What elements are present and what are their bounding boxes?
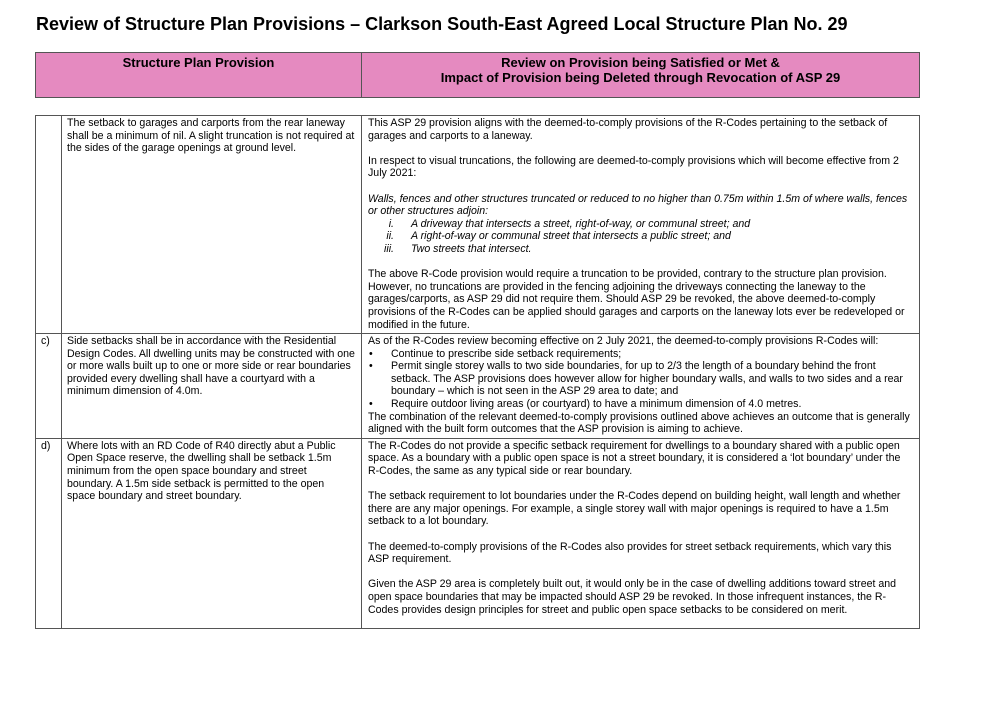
bullet-icon: • bbox=[369, 347, 373, 360]
review-paragraph: Given the ASP 29 area is completely built out, it would only be in the case of dwelling additions toward street and open space boundaries that may be impacted should ASP 29 be revoked. In those infrequent instances, the R-Codes provides design principles for street and public open space setbacks to be considered on merit. bbox=[368, 578, 897, 616]
header-col-provision: Structure Plan Provision bbox=[36, 53, 362, 97]
table-row bbox=[36, 334, 920, 439]
provision-text: Side setbacks shall be in accordance with the Residential Design Codes. All dwelling units may be constructed with one or more walls built up to one or more side or rear boundaries provided every dwelling shall have a courtyard with a minimum dimension of 4.0m. bbox=[62, 334, 362, 439]
header-review-line2: Impact of Provision being Deleted through Revocation of ASP 29 bbox=[440, 70, 841, 85]
review-paragraph: The setback requirement to lot boundaries under the R-Codes depend on building height, wall length and whether there are any major openings. For example, a single storey wall with major openings is required to have a 1.5m setback to a lot boundary. bbox=[368, 490, 901, 528]
review-paragraph: The R-Codes do not provide a specific setback requirement for dwellings to a boundary shared with a public open space. As a boundary with a public open space is not a street boundary, it is considered a ‘lot boundary’ under the R-Codes, the same as any typical side or rear boundary. bbox=[368, 439, 901, 478]
header-review-line1: Review on Provision being Satisfied or Met & bbox=[501, 55, 780, 70]
list-item: • Continue to prescribe side setback requirements; bbox=[369, 347, 622, 360]
list-item: • Require outdoor living areas (or courtyard) to have a minimum dimension of 4.0 metres. bbox=[369, 398, 802, 411]
header-col-review bbox=[362, 53, 919, 97]
bullet-list bbox=[368, 348, 914, 411]
page-title: Review of Structure Plan Provisions – Clarkson South-East Agreed Local Structure Plan No. 29 bbox=[36, 14, 848, 34]
provision-text: The setback to garages and carports from the rear laneway shall be a minimum of nil. A slight truncation is not required at the sides of the garage openings at ground level. bbox=[62, 116, 362, 334]
row-letter bbox=[36, 116, 62, 334]
roman-list bbox=[368, 218, 914, 256]
table-row bbox=[36, 116, 920, 334]
bullet-icon: • bbox=[369, 398, 373, 411]
provision-text: Where lots with an RD Code of R40 directly abut a Public Open Space reserve, the dwelling shall be setback 1.5m minimum from the open space boundary and street boundary. A 1.5m side setback is permitted to the open space boundary and street boundary. bbox=[62, 438, 362, 628]
list-item: iii. Two streets that intersect. bbox=[383, 242, 532, 255]
review-cell bbox=[362, 438, 920, 628]
review-paragraph: As of the R-Codes review becoming effective on 2 July 2021, the deemed-to-comply provisions R-Codes will: bbox=[368, 335, 879, 348]
list-item: i. A driveway that intersects a street, right-of-way, or communal street; and bbox=[388, 217, 751, 230]
list-item: • Permit single storey walls to two side boundaries, for up to 2/3 the length of a boundary behind the front setback. The ASP provisions does however allow for higher boundary walls, and walls to two sides and a rear boundary – which is not seen in the ASP 29 area to date; and bbox=[369, 360, 903, 398]
table-row bbox=[36, 438, 920, 628]
provisions-table bbox=[35, 115, 920, 629]
row-letter: d) bbox=[36, 438, 62, 628]
review-paragraph: This ASP 29 provision aligns with the deemed-to-comply provisions of the R-Codes pertaining to the setback of garages and carports to a laneway. bbox=[368, 117, 888, 142]
review-paragraph: The combination of the relevant deemed-to-comply provisions outlined above achieves an outcome that is generally aligned with the built form outcomes that the ASP provision is aiming to achieve. bbox=[368, 410, 910, 436]
review-paragraph: The deemed-to-comply provisions of the R-Codes also provides for street setback requirements, which vary this ASP requirement. bbox=[368, 540, 892, 566]
review-paragraph: The above R-Code provision would require a truncation to be provided, contrary to the structure plan provision. However, no truncations are provided in the fencing adjoining the driveways connecting the laneway to the garages/carports, as ASP 29 did not require them. Should ASP 29 be revoked, the above deemed-to-comply provisions of the R-Codes can be applied should garages and carports on the laneway lots ever be redeveloped or modified in the future. bbox=[368, 268, 905, 331]
bullet-icon: • bbox=[369, 360, 373, 373]
review-quote: Walls, fences and other structures truncated or reduced to no higher than 0.75m within 1.5m of where walls, fences or other structures adjoin: bbox=[368, 192, 908, 218]
review-paragraph: In respect to visual truncations, the following are deemed-to-comply provisions which will become effective from 2 July 2021: bbox=[368, 154, 899, 180]
table-header bbox=[35, 52, 920, 98]
review-cell bbox=[362, 334, 920, 439]
review-cell bbox=[362, 116, 920, 334]
list-item: ii. A right-of-way or communal street that intersects a public street; and bbox=[386, 230, 731, 243]
row-letter: c) bbox=[36, 334, 62, 439]
